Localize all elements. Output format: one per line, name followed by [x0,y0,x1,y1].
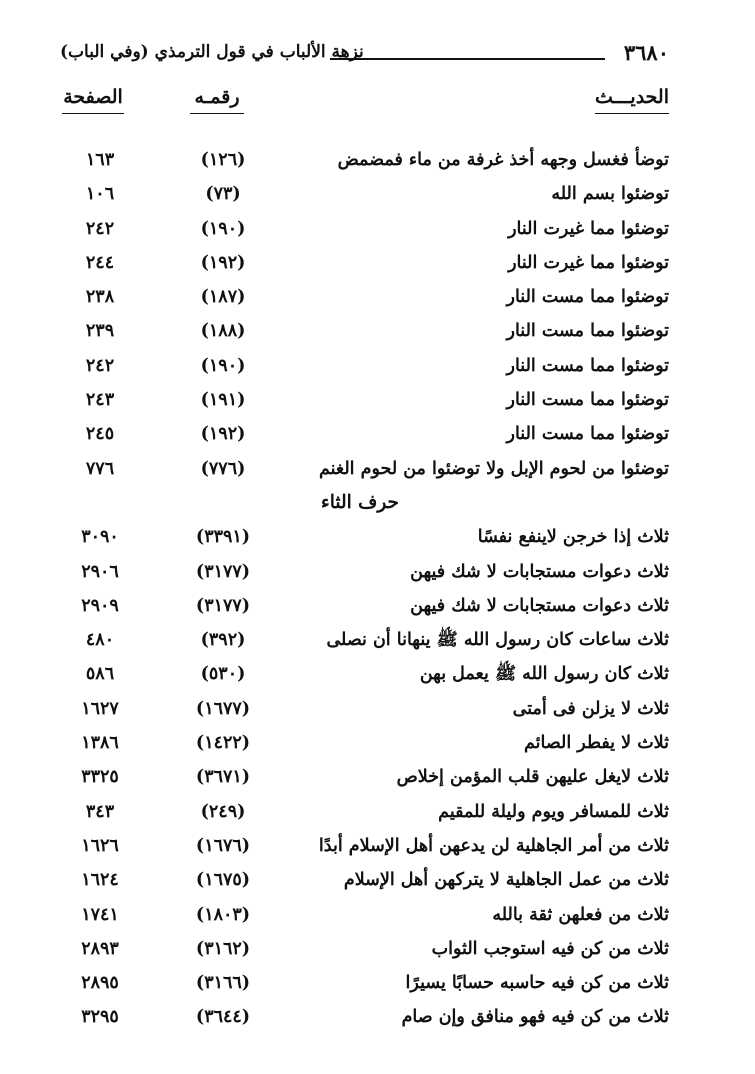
hadith-text: ثلاث لا يفطر الصائم [524,733,669,754]
hadith-text: توضئوا مما مست النار [506,424,669,445]
page-ref: ٢٤٢ [85,218,115,239]
hadith-text: ثلاث من كن فيه فهو منافق وإن صام [401,1007,669,1028]
index-row [60,417,669,451]
index-row [60,520,669,554]
hadith-text: توضأ فغسل وجهه أخذ غرفة من ماء فمضمض [337,150,669,170]
hadith-number: (١٩٠) [200,218,246,239]
hadith-text: ثلاث دعوات مستجابات لا شك فيهن [410,561,669,582]
hadith-text: ثلاث من فعلهن ثقة بالله [492,904,669,925]
page-ref: ٣٣٢٥ [81,767,119,788]
index-row [60,177,669,211]
hadith-text: ثلاث من كن فيه استوجب الثواب [431,938,669,959]
page-header [60,40,669,68]
hadith-number: (١٢٦) [200,150,246,170]
hadith-number: (٣٩٢) [200,630,246,651]
hadith-number: (٣١٦٦) [195,973,251,994]
column-header-page: الصفحة [62,86,124,114]
hadith-text: ثلاث من عمل الجاهلية لا يتركهن أهل الإسلام [343,870,669,891]
hadith-text: توضئوا مما مست النار [506,321,669,342]
index-row [60,143,669,177]
index-row [60,657,669,691]
hadith-text: توضئوا بسم الله [551,184,669,205]
page-ref: ٤٨٠ [85,630,115,651]
hadith-text: توضئوا مما مست النار [506,355,669,376]
index-row [60,1000,669,1034]
index-row [60,349,669,383]
page-ref: ١٣٨٦ [81,733,119,754]
hadith-number: (١٨٠٣) [195,904,251,925]
hadith-number: (١٦٧٧) [195,698,251,719]
page-number: ٣٦٨٠ [623,40,669,65]
page-ref: ٣٢٩٥ [81,1007,119,1028]
hadith-number: (٣١٦٢) [195,938,251,959]
hadith-number: (٢٤٩) [200,801,246,822]
page-ref: ١٧٤١ [81,904,119,925]
index-row [60,314,669,348]
index-row [60,726,669,760]
page-ref: ١٦٣ [85,150,115,170]
page-ref: ٢٣٨ [85,287,115,308]
hadith-text: توضئوا مما غيرت النار [508,252,669,273]
index-row [60,692,669,726]
hadith-number: (٣١٧٧) [195,561,251,582]
page-ref: ١٠٦ [85,184,115,205]
page-ref: ٢٤٣ [85,390,115,411]
index-row [60,829,669,863]
hadith-text: ثلاث كان رسول الله ﷺ يعمل بهن [419,664,669,685]
hadith-number: (١٨٧) [200,287,246,308]
section-heading: حرف الثاء [321,491,399,513]
page-ref: ٧٧٦ [85,458,115,479]
hadith-text: توضئوا مما غيرت النار [508,218,669,239]
page-ref: ٢٨٩٥ [81,973,119,994]
index-row [60,863,669,897]
hadith-text: ثلاث من كن فيه حاسبه حسابًا يسيرًا [405,973,669,994]
page-ref: ٣٠٩٠ [81,527,119,548]
index-row [60,623,669,657]
hadith-text: توضئوا مما مست النار [506,390,669,411]
hadith-number: (٣٦٤٤) [195,1007,251,1028]
hadith-text: ثلاث إذا خرجن لاينفع نفسًا [477,527,669,548]
hadith-number: (٣٣٩١) [195,527,251,548]
index-row [60,966,669,1000]
hadith-text: ثلاث لايغل عليهن قلب المؤمن إخلاص [396,767,669,788]
hadith-number: (٧٧٦) [200,458,246,479]
hadith-number: (١٩١) [200,390,246,411]
header-rule [330,58,605,60]
hadith-text: ثلاث ساعات كان رسول الله ﷺ ينهانا أن نصلى [326,630,669,651]
column-header-number: رقمـه [190,86,244,114]
hadith-number: (٥٣٠) [200,664,246,685]
page-ref: ١٦٢٧ [81,698,119,719]
hadith-number: (٣١٧٧) [195,595,251,616]
page-ref: ٥٨٦ [85,664,115,685]
index-row [60,932,669,966]
page-ref: ١٦٢٤ [81,870,119,891]
hadith-number: (١٩٢) [200,252,246,273]
hadith-number: (١٤٢٢) [195,733,251,754]
index-row [60,760,669,794]
index-row [60,246,669,280]
page-ref: ٢٤٤ [85,252,115,273]
hadith-number: (١٦٧٦) [195,835,251,856]
column-header-hadith: الحديـــث [595,86,669,114]
page-ref: ٢٤٥ [85,424,115,445]
index-row [60,898,669,932]
index-row [60,589,669,623]
hadith-text: ثلاث لا يزلن فى أمتى [512,698,669,719]
hadith-number: (١٦٧٥) [195,870,251,891]
hadith-text: ثلاث دعوات مستجابات لا شك فيهن [410,595,669,616]
page-ref: ٢٣٩ [85,321,115,342]
page-ref: ٢٤٢ [85,355,115,376]
page-ref: ١٦٢٦ [81,835,119,856]
hadith-text: توضئوا مما مست النار [506,287,669,308]
hadith-number: (٣٦٧١) [195,767,251,788]
index-entries [60,143,669,1035]
hadith-text: ثلاث للمسافر ويوم وليلة للمقيم [438,801,669,822]
index-row [60,555,669,589]
hadith-number: (١٩٠) [200,355,246,376]
index-row [60,795,669,829]
index-row [60,383,669,417]
page-ref: ٣٤٣ [85,801,115,822]
running-title: نزهة الألباب في قول الترمذي (وفي الباب) [60,42,364,62]
index-row [60,212,669,246]
hadith-text: ثلاث من أمر الجاهلية لن يدعهن أهل الإسلام أبدًا [318,835,669,856]
index-row [60,452,669,486]
page-ref: ٢٩٠٩ [81,595,119,616]
hadith-number: (٧٣) [205,184,241,205]
hadith-number: (١٨٨) [200,321,246,342]
page-ref: ٢٩٠٦ [81,561,119,582]
hadith-text: توضئوا من لحوم الإبل ولا توضئوا من لحوم الغنم [318,458,669,479]
index-row [60,280,669,314]
page-ref: ٢٨٩٣ [81,938,119,959]
hadith-number: (١٩٢) [200,424,246,445]
